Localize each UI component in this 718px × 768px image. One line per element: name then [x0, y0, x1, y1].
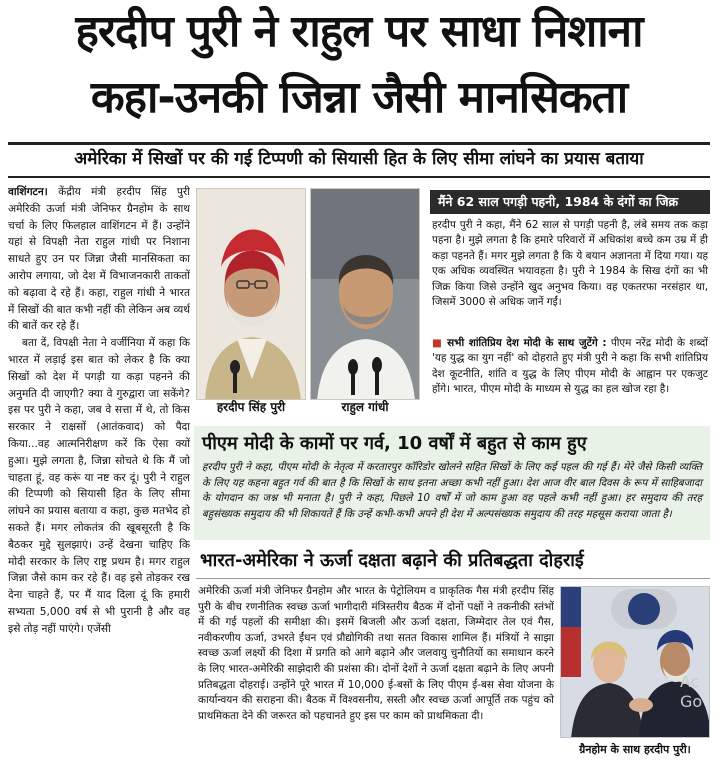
meeting-photo-caption: ग्रैनहोम के साथ हरदीप पुरी।: [579, 743, 691, 756]
sidebar-bullet-lead: सभी शांतिप्रिय देश मोदी के साथ जुटेंगे :: [447, 337, 607, 349]
rahul-gandhi-photo: [310, 188, 420, 400]
main-story-para-1: [8, 184, 190, 335]
hardeep-puri-photo: [196, 188, 306, 400]
sidebar-title: मैंने 62 साल पगड़ी पहनी, 1984 के दंगों का जिक्र: [430, 190, 710, 214]
subheadline: अमेरिका में सिखों पर की गई टिप्पणी को सियासी हित के लिए सीमा लांघने का प्रयास बताया: [74, 149, 644, 169]
rahul-gandhi-caption: राहुल गांधी: [341, 400, 389, 414]
activation-watermark: [680, 672, 702, 712]
sidebar-body: हरदीप पुरी ने कहा, मैंने 62 साल से पगड़ी पहनी है, लंबे समय तक कड़ा पहना है। मुझे लगता है कि हमारे परिवारों में अधिकांश बच्चे कम उम्र में ही कड़ा पहनते हैं। मगर मुझे लगता है कि ये बयान अज्ञानता में दिया गया। यह एक अधिक व्यवस्थित भयावहता है। पुरी ने 1984 के सिख दंगों का भी जिक्र किया जिसे उन्होंने खुद अनुभव किया। वह एकतरफा नरसंहार था, जिसमें 3000 से अधिक जानें गईं।: [432, 219, 708, 309]
watermark-line-2: Go: [680, 692, 703, 711]
granholm-puri-meeting-photo: [560, 586, 710, 738]
headline-line-2: कहा-उनकी जिन्ना जैसी मानसिकता: [90, 72, 628, 123]
sidebar-bullet: [432, 336, 708, 398]
subheadline-rule: [8, 176, 710, 178]
sidebar-bullet-text: पीएम नरेंद्र मोदी के शब्दों 'यह युद्ध का युग नहीं' को दोहराते हुए मंत्री पुरी ने कहा कि सभी शांतिप्रिय देश कूटनीति, शांति व युद्ध के लिए पीएम मोदी के आह्वान पर एकजुट होंगे। भारत, पीएम मोदी के माध्यम से युद्ध का हल खोज रहा है।: [432, 337, 708, 396]
hardeep-puri-caption: हरदीप सिंह पुरी: [216, 400, 286, 414]
energy-section-body: अमेरिकी ऊर्जा मंत्री जेनिफर ग्रैनहोम और भारत के पेट्रोलियम व प्राकृतिक गैस मंत्री हरदीप सिंह पुरी के बीच रणनीतिक स्वच्छ ऊर्जा भागीदारी मंत्रिस्तरीय बैठक में दोनों पक्षों ने तकनीकी स्तंभों में की गई पहलों की समीक्षा की। इसमें बिजली और ऊर्जा दक्षता, जिम्मेदार तेल एवं गैस, नवीकरणीय ऊर्जा, उभरते ईंधन एवं प्रौद्योगिकी तथा सतत विकास शामिल हैं। मंत्रियों ने साझा स्वच्छ ऊर्जा लक्ष्यों की दिशा में प्रगति को आगे बढ़ाने और जलवायु चुनौतियों का समाधान करने के लिए भारत-अमेरिकी साझेदारी की प्रशंसा की। दोनों देशों ने ऊर्जा दक्षता बढ़ाने के लिए अपनी प्रतिबद्धता दोहराई। उन्होंने पूरे भारत में 10,000 ई-बसों के लिए पीएम ई-बस सेवा योजना के कार्यान्वयन की सराहना की। बैठक में विश्वसनीय, सस्ती और स्वच्छ ऊर्जा आपूर्ति तक पहुंच को प्राथमिकता देने की जरूरत को पहचानते हुए इस पर काम को प्राथमिकता दी।: [198, 585, 554, 722]
main-story-para-2: बता दें, विपक्षी नेता ने वर्जीनिया में कहा कि भारत में लड़ाई इस बात को लेकर है कि क्या सिखों को देश में पगड़ी या कड़ा पहनने की अनुमति दी जाएगी? क्या वे गुरुद्वारा जा सकेंगे? इस पर पुरी ने कहा, जब वे सत्ता में थे, तो किस सरकार ने राक्षसों (आतंकवाद) को पैदा किया...वह आत्मनिरीक्षण करें कि ऐसा क्यों हुआ। मुझे लगता है, जिन्ना सोचते थे कि मैं जो चाहता हूं, वह करूं या नष्ट कर दूं। पुरी ने राहुल की टिप्पणी को सियासी हित के लिए सीमा लांघने का प्रयास बताया व कहा, कुछ मतभेद हो सकते हैं। मगर लोकतंत्र की खूबसूरती है कि बैठकर मुद्दे सुलझाएं। उन्हें देखना चाहिए कि मोदी सरकार के लिए राष्ट्र प्रथम है। मगर राहुल जिन्ना जैसे काम कर रहे हैं। वह इसे तोड़कर रख देना चाहते हैं, पर मैं याद दिला दूं कि हमारी सभ्यता 5,000 वर्ष से भी पुरानी है और वह इसे तोड़ नहीं पाएंगे। एजेंसी: [8, 337, 190, 635]
headline-line-1: हरदीप पुरी ने राहुल पर साधा निशाना: [75, 6, 643, 57]
main-story-column: [8, 184, 190, 764]
headline-rule: [8, 142, 710, 145]
modi-section-body: हरदीप पुरी ने कहा, पीएम मोदी के नेतृत्व में करतारपुर कॉरिडोर खोलने सहित सिखों के लिए कई पहल की गई हैं। मेरे जैसे किसी व्यक्ति के लिए यह कहना बहुत गर्व की बात है कि सिखों के साथ इतना अच्छा कभी नहीं हुआ। देश आज वीर बाल दिवस के रूप में साहिबजादा के योगदान का जश्न भी मनाता है। पुरी ने कहा, पिछले 10 वर्षों में जो काम हुआ वह पहले कभी नहीं हुआ। हर समुदाय की तरह बहुसंख्यक समुदाय की भी शिकायतें हैं कि उन्हें कभी-कभी अपने ही देश में अल्पसंख्यक समुदाय की तरह महसूस कराया जाता है।: [202, 462, 702, 520]
square-bullet-icon: ■: [432, 337, 443, 349]
modi-section-title: पीएम मोदी के कामों पर गर्व, 10 वर्षों में बहुत से काम हुए: [202, 433, 587, 454]
dateline: वाशिंगटन।: [8, 186, 48, 198]
watermark-line-1: Ac: [680, 672, 700, 691]
energy-section-title: भारत-अमेरिका ने ऊर्जा दक्षता बढ़ाने की प्रतिबद्धता दोहराई: [200, 550, 584, 571]
energy-section-rule: [196, 578, 710, 579]
main-story-para-1-text: केंद्रीय मंत्री हरदीप सिंह पुरी अमेरिकी ऊर्जा मंत्री जेनिफर ग्रैनहोम के साथ चर्चा के लिए फिलहाल वाशिंगटन में हैं। उन्होंने यहां से विपक्षी नेता राहुल गांधी पर निशाना साधते हुए उन पर जिन्ना जैसी मानसिकता का आरोप लगाया, जो देश में विभाजनकारी ताकतों को बढ़ावा दे रहे हैं। कहा, राहुल गांधी ने भारत में सिखों की बात कभी नहीं की लेकिन अब व्यर्थ की बातें कर रहे हैं।: [8, 186, 190, 333]
modi-section: [194, 426, 710, 540]
